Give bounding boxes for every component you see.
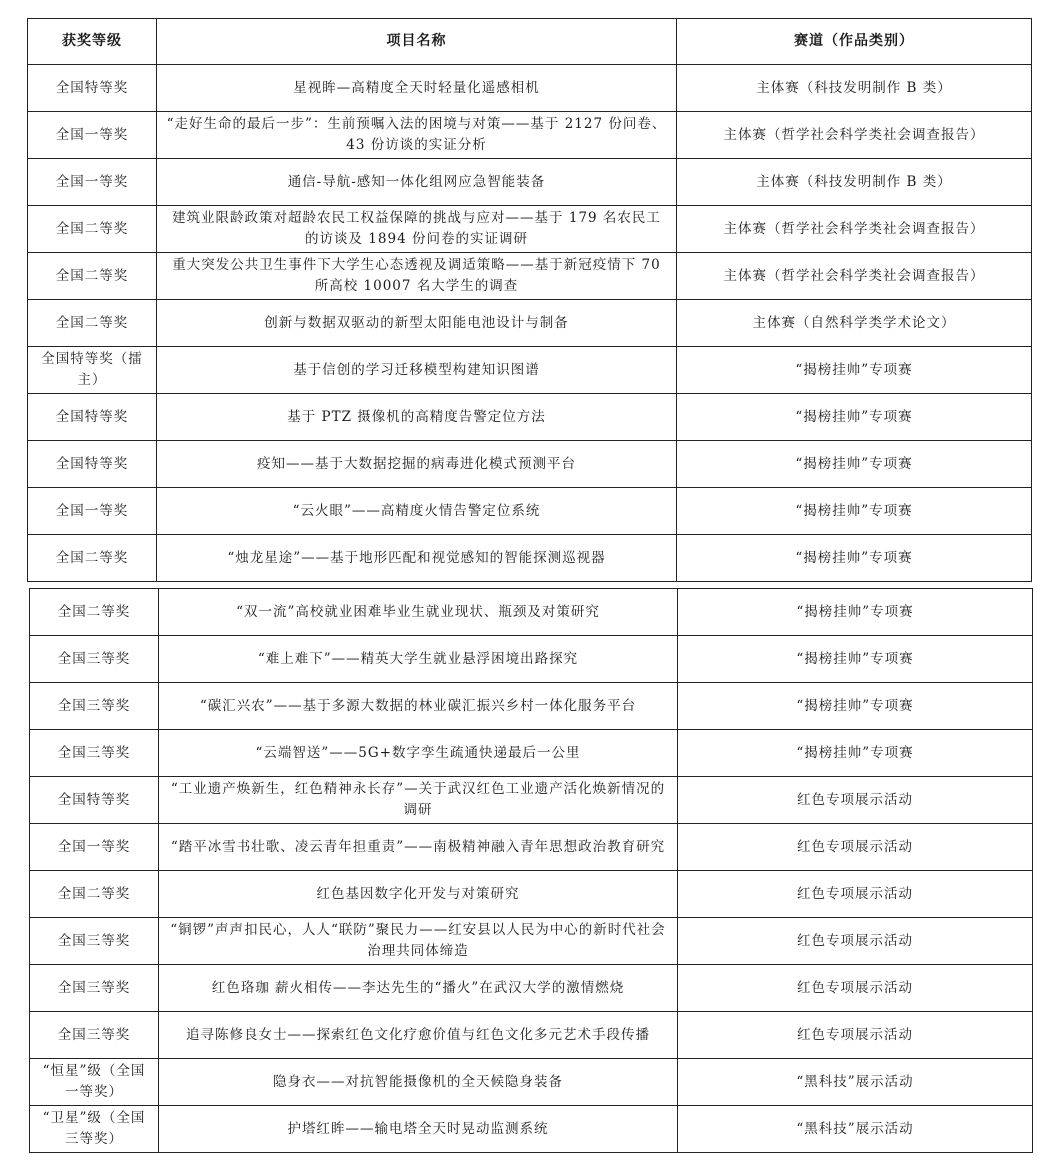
table-row [30, 1012, 1033, 1059]
cell-track: 红色专项展示活动 [678, 918, 1033, 965]
cell-project-name: 疫知——基于大数据挖掘的病毒进化模式预测平台 [157, 441, 677, 488]
cell-track: “揭榜挂帅”专项赛 [677, 394, 1032, 441]
cell-project-name: 基于 PTZ 摄像机的高精度告警定位方法 [157, 394, 677, 441]
table-row [30, 824, 1033, 871]
table-row [30, 636, 1033, 683]
cell-track: 红色专项展示活动 [678, 871, 1033, 918]
cell-award-level: 全国一等奖 [28, 112, 157, 159]
cell-track: 红色专项展示活动 [678, 824, 1033, 871]
cell-award-level: 全国特等奖 [28, 394, 157, 441]
awards-table-part-1 [27, 18, 1032, 582]
cell-award-level: 全国三等奖 [30, 636, 159, 683]
cell-track: “揭榜挂帅”专项赛 [678, 589, 1033, 636]
table-row [28, 65, 1032, 112]
cell-award-level: 全国一等奖 [30, 824, 159, 871]
cell-track: “揭榜挂帅”专项赛 [677, 441, 1032, 488]
table-row [28, 488, 1032, 535]
cell-project-name: “难上难下”——精英大学生就业悬浮困境出路探究 [159, 636, 678, 683]
cell-project-name: 红色基因数字化开发与对策研究 [159, 871, 678, 918]
cell-project-name: 隐身衣——对抗智能摄像机的全天候隐身装备 [159, 1059, 678, 1106]
cell-award-level: “卫星”级（全国三等奖） [30, 1106, 159, 1153]
table-row [30, 777, 1033, 824]
cell-award-level: 全国二等奖 [30, 871, 159, 918]
table-row [28, 394, 1032, 441]
cell-award-level: 全国特等奖（擂主） [28, 347, 157, 394]
cell-project-name: “云端智送”——5G+数字孪生疏通快递最后一公里 [159, 730, 678, 777]
table-row [28, 535, 1032, 582]
table-row [28, 112, 1032, 159]
cell-project-name: 重大突发公共卫生事件下大学生心态透视及调适策略——基于新冠疫情下 70 所高校 10007 名大学生的调查 [157, 253, 677, 300]
cell-project-name: “双一流”高校就业困难毕业生就业现状、瓶颈及对策研究 [159, 589, 678, 636]
cell-track: “揭榜挂帅”专项赛 [677, 347, 1032, 394]
table-row [30, 589, 1033, 636]
table-row [30, 683, 1033, 730]
table-row [28, 159, 1032, 206]
cell-project-name: 追寻陈修良女士——探索红色文化疗愈价值与红色文化多元艺术手段传播 [159, 1012, 678, 1059]
cell-award-level: 全国二等奖 [28, 206, 157, 253]
cell-project-name: “踏平冰雪书壮歌、凌云青年担重责”——南极精神融入青年思想政治教育研究 [159, 824, 678, 871]
table-row [30, 1106, 1033, 1153]
cell-award-level: 全国二等奖 [30, 589, 159, 636]
cell-project-name: “云火眼”——高精度火情告警定位系统 [157, 488, 677, 535]
table-row [30, 730, 1033, 777]
table-row [30, 965, 1033, 1012]
cell-track: “黑科技”展示活动 [678, 1106, 1033, 1153]
cell-award-level: 全国一等奖 [28, 159, 157, 206]
cell-project-name: 星视眸—高精度全天时轻量化遥感相机 [157, 65, 677, 112]
table-row [28, 206, 1032, 253]
header-award-level: 获奖等级 [28, 19, 157, 65]
cell-project-name: 建筑业限龄政策对超龄农民工权益保障的挑战与应对——基于 179 名农民工的访谈及 1894 份问卷的实证调研 [157, 206, 677, 253]
cell-award-level: 全国三等奖 [30, 730, 159, 777]
table-row [28, 300, 1032, 347]
cell-award-level: 全国二等奖 [28, 300, 157, 347]
cell-project-name: 通信-导航-感知一体化组网应急智能装备 [157, 159, 677, 206]
cell-track: “揭榜挂帅”专项赛 [677, 488, 1032, 535]
cell-project-name: 基于信创的学习迁移模型构建知识图谱 [157, 347, 677, 394]
table-row [30, 871, 1033, 918]
cell-award-level: 全国一等奖 [28, 488, 157, 535]
cell-track: 主体赛（哲学社会科学类社会调查报告） [677, 112, 1032, 159]
cell-track: 主体赛（自然科学类学术论文） [677, 300, 1032, 347]
cell-award-level: 全国特等奖 [30, 777, 159, 824]
cell-track: “揭榜挂帅”专项赛 [678, 730, 1033, 777]
cell-project-name: 红色珞珈 薪火相传——李达先生的“播火”在武汉大学的激情燃烧 [159, 965, 678, 1012]
cell-track: 主体赛（科技发明制作 B 类） [677, 65, 1032, 112]
header-track: 赛道（作品类别） [677, 19, 1032, 65]
cell-project-name: “走好生命的最后一步”：生前预嘱入法的困境与对策——基于 2127 份问卷、43 份访谈的实证分析 [157, 112, 677, 159]
cell-track: “揭榜挂帅”专项赛 [677, 535, 1032, 582]
cell-track: “黑科技”展示活动 [678, 1059, 1033, 1106]
cell-award-level: 全国三等奖 [30, 965, 159, 1012]
cell-track: “揭榜挂帅”专项赛 [678, 683, 1033, 730]
cell-track: 红色专项展示活动 [678, 1012, 1033, 1059]
cell-award-level: 全国三等奖 [30, 683, 159, 730]
table-row [28, 347, 1032, 394]
cell-track: “揭榜挂帅”专项赛 [678, 636, 1033, 683]
table-header-row [28, 19, 1032, 65]
cell-track: 主体赛（哲学社会科学类社会调查报告） [677, 206, 1032, 253]
cell-award-level: “恒星”级（全国一等奖） [30, 1059, 159, 1106]
cell-project-name: “工业遗产焕新生，红色精神永长存”—关于武汉红色工业遗产活化焕新情况的调研 [159, 777, 678, 824]
cell-track: 红色专项展示活动 [678, 777, 1033, 824]
awards-table-part-2 [29, 588, 1033, 1153]
header-project-name: 项目名称 [157, 19, 677, 65]
cell-award-level: 全国特等奖 [28, 441, 157, 488]
table-row [30, 918, 1033, 965]
cell-project-name: “铜锣”声声扣民心，人人“联防”聚民力——红安县以人民为中心的新时代社会治理共同体缔造 [159, 918, 678, 965]
table-row [28, 253, 1032, 300]
cell-award-level: 全国二等奖 [28, 535, 157, 582]
cell-award-level: 全国二等奖 [28, 253, 157, 300]
cell-award-level: 全国特等奖 [28, 65, 157, 112]
cell-track: 主体赛（科技发明制作 B 类） [677, 159, 1032, 206]
cell-award-level: 全国三等奖 [30, 918, 159, 965]
cell-project-name: “碳汇兴农”——基于多源大数据的林业碳汇振兴乡村一体化服务平台 [159, 683, 678, 730]
cell-track: 红色专项展示活动 [678, 965, 1033, 1012]
cell-track: 主体赛（哲学社会科学类社会调查报告） [677, 253, 1032, 300]
cell-project-name: 创新与数据双驱动的新型太阳能电池设计与制备 [157, 300, 677, 347]
table-row [28, 441, 1032, 488]
cell-project-name: 护塔红眸——输电塔全天时晃动监测系统 [159, 1106, 678, 1153]
cell-award-level: 全国三等奖 [30, 1012, 159, 1059]
table-row [30, 1059, 1033, 1106]
cell-project-name: “烛龙星途”——基于地形匹配和视觉感知的智能探测巡视器 [157, 535, 677, 582]
